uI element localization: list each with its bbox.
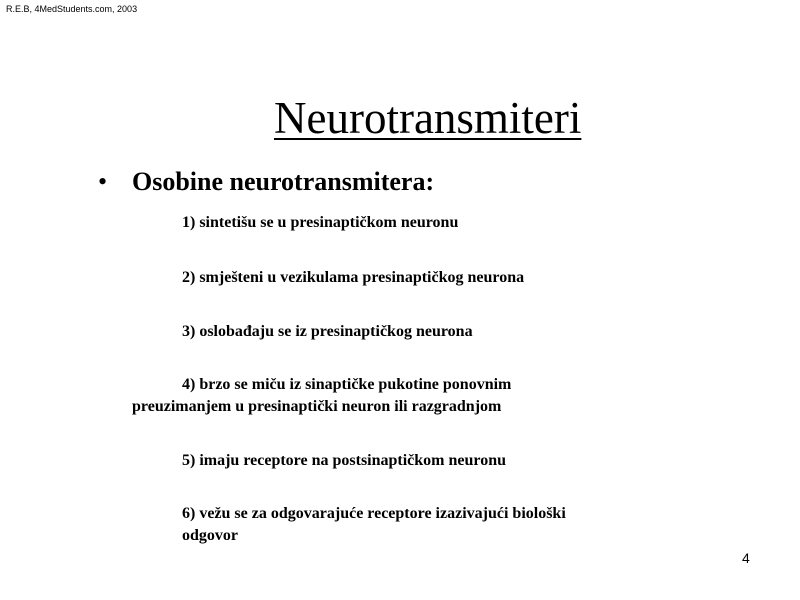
list-item bbox=[132, 212, 458, 234]
list-item-text: 5) imaju receptore na postsinaptičkom neuronu bbox=[182, 452, 507, 469]
list-item-text: 2) smješteni u vezikulama presinaptičkog neurona bbox=[182, 269, 525, 286]
list-item-text-continued: preuzimanjem u presinaptički neuron ili razgradnjom bbox=[132, 398, 502, 415]
list-item bbox=[132, 450, 506, 472]
bullet-marker: • bbox=[98, 167, 108, 196]
list-item-text: 1) sintetišu se u presinaptičkom neuronu bbox=[182, 214, 459, 231]
list-item bbox=[132, 267, 524, 289]
page-number: 4 bbox=[742, 550, 750, 566]
list-item bbox=[132, 321, 473, 343]
list-item-text: 4) brzo se miču iz sinaptičke pukotine ponovnim bbox=[182, 376, 512, 393]
list-item bbox=[182, 503, 566, 547]
list-item-text-continued: odgovor bbox=[182, 527, 238, 544]
list-item-text: 6) vežu se za odgovarajuće receptore izazivajući biološki bbox=[182, 505, 566, 522]
list-item bbox=[132, 374, 511, 418]
slide-title: Neurotransmiteri bbox=[274, 93, 582, 143]
watermark-text: R.E.B, 4MedStudents.com, 2003 bbox=[6, 4, 138, 14]
list-item-text: 3) oslobađaju se iz presinaptičkog neurona bbox=[182, 323, 473, 340]
bullet-heading: Osobine neurotransmitera: bbox=[132, 167, 435, 196]
